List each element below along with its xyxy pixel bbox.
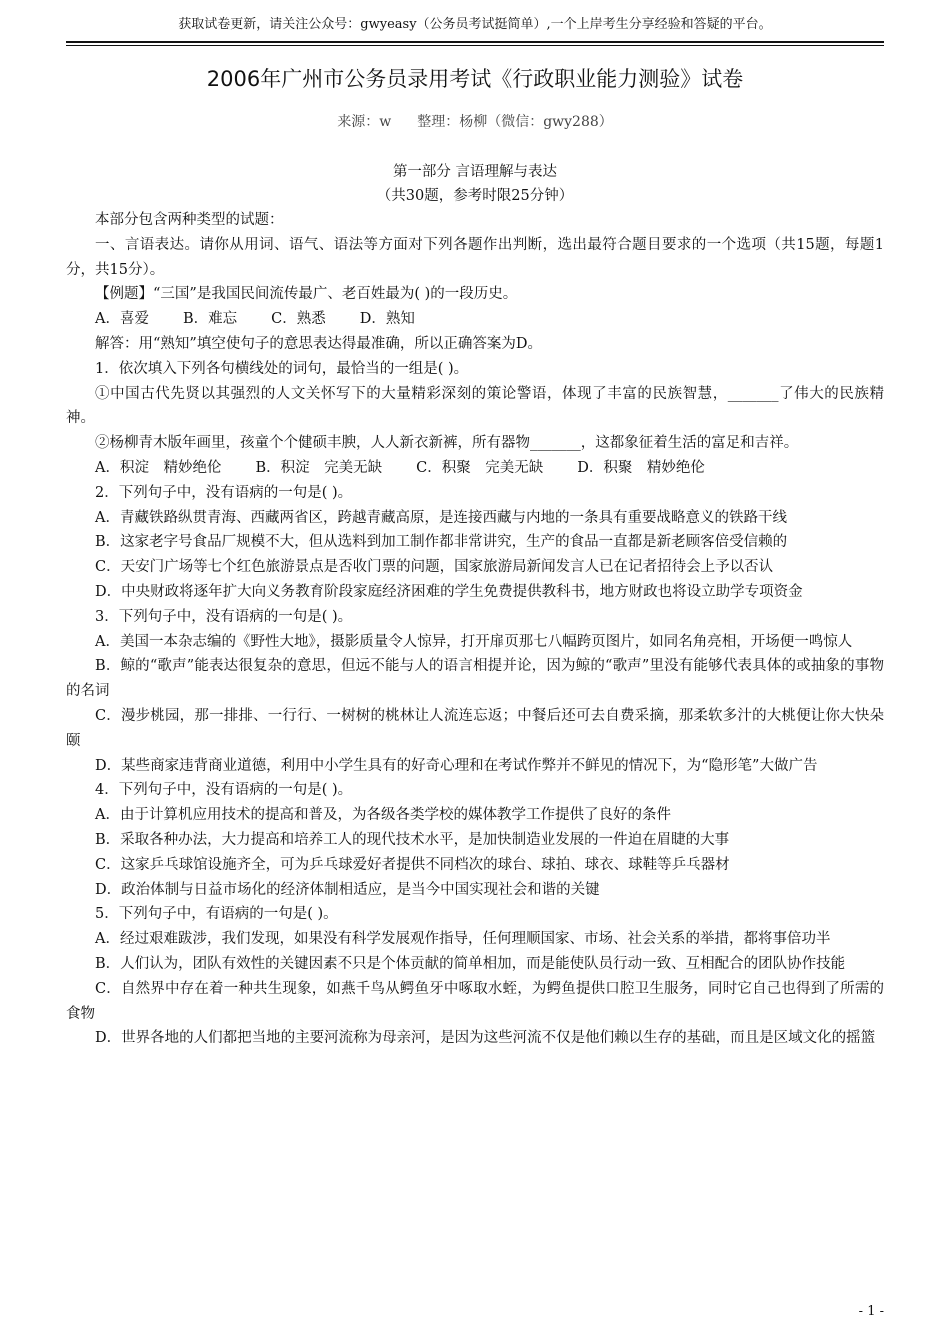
q4-stem: 4．下列句子中，没有语病的一句是( )。	[95, 782, 353, 799]
q2-stem: 2．下列句子中，没有语病的一句是( )。	[95, 484, 353, 501]
example-option-d: D．熟知	[359, 311, 415, 328]
q3-option-a: A．美国一本杂志编的《野性大地》，摄影质量令人惊异，打开扉页那七八幅跨页图片，如同名角亮相，开场便一鸣惊人	[95, 633, 853, 650]
section-name: 第一部分 言语理解与表达	[392, 164, 558, 180]
q5-option-c: C．自然界中存在着一种共生现象，如燕千鸟从鳄鱼牙中啄取水蛭，为鳄鱼提供口腔卫生服务，同时它自己也得到了所需的食物	[66, 980, 884, 1022]
q1-option-d: D．积聚 精妙绝伦	[577, 459, 705, 476]
example-stem: 【例题】“三国”是我国民间流传最广、老百姓最为( )的一段历史。	[95, 286, 518, 303]
q1-option-a: A．积淀 精妙绝伦	[95, 459, 222, 476]
example-option-c: C．熟悉	[271, 311, 326, 328]
example-option-b: B．难忘	[182, 311, 238, 328]
q1-sentence-2: ②杨柳青木版年画里，孩童个个健硕丰腴，人人新衣新裤，所有器物_______，这都象征着生活的富足和吉祥。	[95, 435, 799, 452]
q2-option-d: D．中央财政将逐年扩大向义务教育阶段家庭经济困难的学生免费提供教科书，地方财政也将设立助学专项资金	[95, 583, 803, 600]
intro-text: 本部分包含两种类型的试题：	[95, 212, 284, 228]
header-rule-thin	[66, 45, 884, 46]
example-options	[66, 307, 884, 332]
section-heading	[0, 160, 950, 208]
q5-option-a: A．经过艰难跋涉，我们发现，如果没有科学发展观作指导，任何理顺国家、市场、社会关系的举措，都将事倍功半	[95, 931, 831, 948]
q3-option-d: D．某些商家违背商业道德，利用中小学生具有的好奇心理和在考试作弊并不鲜见的情况下，为“隐形笔”大做广告	[95, 757, 818, 774]
q1-options	[66, 456, 884, 481]
example-option-a: A．喜爱	[95, 311, 149, 328]
q3-option-b: B．鲸的“歌声”能表达很复杂的意思，但远不能与人的语言相提并论，因为鲸的“歌声”里没有能够代表具体的或抽象的事物的名词	[66, 658, 884, 700]
section-limit: （共30题，参考时限25分钟）	[376, 188, 574, 204]
exam-body	[66, 208, 884, 1051]
q5-option-b: B．人们认为，团队有效性的关键因素不只是个体贡献的简单相加，而是能使队员行动一致、互相配合的团队协作技能	[95, 955, 846, 972]
source-editor: 整理：杨柳（微信：gwy288）	[417, 114, 613, 130]
q3-stem: 3．下列句子中，没有语病的一句是( )。	[95, 608, 353, 625]
q4-option-b: B．采取各种办法，大力提高和培养工人的现代技术水平，是加快制造业发展的一件迫在眉睫的大事	[95, 831, 730, 848]
q1-stem: 1．依次填入下列各句横线处的词句，最恰当的一组是( )。	[95, 360, 469, 377]
q1-sentence-1: ①中国古代先贤以其强烈的人文关怀写下的大量精彩深刻的策论警语，体现了丰富的民族智慧，_______了伟大的民族精神。	[66, 385, 884, 427]
q1-option-b: B．积淀 完美无缺	[255, 459, 383, 476]
q1-option-c: C．积聚 完美无缺	[416, 459, 544, 476]
header-notice: 获取试卷更新，请关注公众号：gwyeasy（公务员考试挺简单）,一个上岸考生分享经验和答疑的平台。	[178, 17, 772, 32]
q2-option-b: B．这家老字号食品厂规模不大，但从选料到加工制作都非常讲究，生产的食品一直都是新老顾客倍受信赖的	[95, 534, 788, 551]
q4-option-d: D．政治体制与日益市场化的经济体制相适应，是当今中国实现社会和谐的关键	[95, 881, 600, 898]
header-rule-thick	[66, 41, 884, 43]
q5-option-d: D．世界各地的人们都把当地的主要河流称为母亲河，是因为这些河流不仅是他们赖以生存的基础，而且是区域文化的摇篮	[95, 1030, 876, 1047]
part1-instructions: 一、言语表达。请你从用词、语气、语法等方面对下列各题作出判断，选出最符合题目要求的一个选项（共15题，每题1分，共15分）。	[66, 236, 884, 278]
q2-option-c: C．天安门广场等七个红色旅游景点是否收门票的问题，国家旅游局新闻发言人已在记者招待会上予以否认	[95, 559, 774, 576]
q4-option-a: A．由于计算机应用技术的提高和普及，为各级各类学校的媒体教学工作提供了良好的条件	[95, 807, 671, 824]
source-from: 来源：w	[337, 114, 392, 130]
q4-option-c: C．这家乒乓球馆设施齐全，可为乒乓球爱好者提供不同档次的球台、球拍、球衣、球鞋等乒乓器材	[95, 856, 730, 873]
source-line	[0, 112, 950, 132]
q5-stem: 5．下列句子中，有语病的一句是( )。	[95, 906, 338, 923]
exam-title: 2006年广州市公务员录用考试《行政职业能力测验》试卷	[206, 67, 744, 91]
page-number: - 1 -	[858, 1304, 884, 1319]
example-answer: 解答：用“熟知”填空使句子的意思表达得最准确，所以正确答案为D。	[95, 335, 542, 352]
q2-option-a: A．青藏铁路纵贯青海、西藏两省区，跨越青藏高原，是连接西藏与内地的一条具有重要战略意义的铁路干线	[95, 509, 787, 526]
q3-option-c: C．漫步桃园，那一排排、一行行、一树树的桃林让人流连忘返；中餐后还可去自费采摘，那柔软多汁的大桃便让你大快朵颐	[66, 707, 884, 749]
